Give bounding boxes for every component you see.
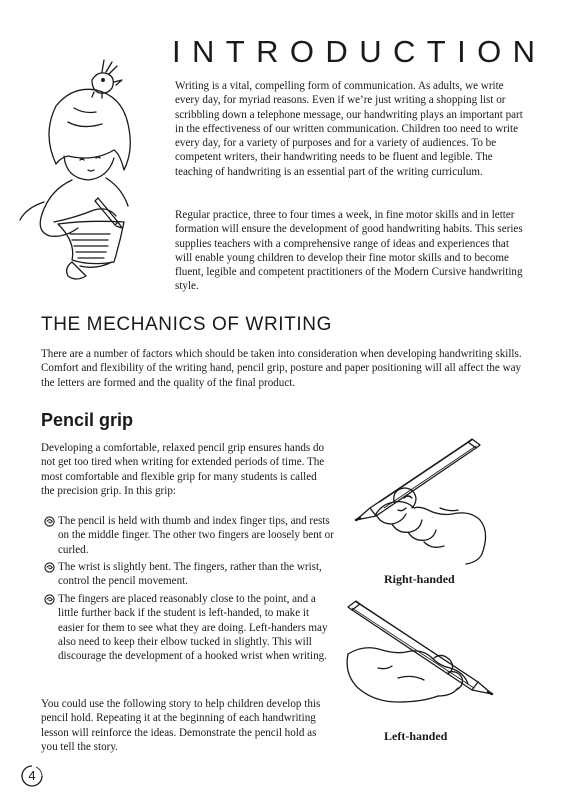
- intro-title: INTRODUCTION: [172, 34, 547, 69]
- page-number: 4: [28, 768, 36, 783]
- girl-writing-illustration: [14, 52, 164, 290]
- right-hand-pencil-illustration: [340, 436, 500, 566]
- page-number-badge: [20, 764, 44, 788]
- right-handed-caption: Right-handed: [384, 572, 455, 586]
- mechanics-section-title: THE MECHANICS OF WRITING: [41, 314, 332, 335]
- list-item-text: The wrist is slightly bent. The fingers, rather than the wrist, control the pencil movement.: [58, 561, 322, 588]
- swirl-bullet-icon: [44, 516, 55, 527]
- swirl-bullet-icon: [44, 562, 55, 573]
- intro-paragraph-1: Writing is a vital, compelling form of communication. As adults, we write every day, for myriad reasons. Even if we’re just writing a shopping list or scribbling down a telephone message, our handwriting plays an important part in the effectiveness of our written communication. Children too need to write every day, for a variety of purposes and for a variety of audiences. To be competent writers, their handwriting needs to be fluent and legible. The teaching of handwriting is an essential part of the writing curriculum.: [175, 80, 523, 178]
- pencil-grip-paragraph: Developing a comfortable, relaxed pencil grip ensures hands do not get too tired when writing for extended periods of time. The most comfortable and flexible grip for many students is called the precision grip. In this grip:: [41, 442, 325, 497]
- pencil-grip-title: Pencil grip: [41, 410, 134, 430]
- story-paragraph: You could use the following story to help children develop this pencil hold. Repeating it at the beginning of each handwriting lesson will reinforce the ideas. Demonstrate the pencil hold as you tell the story.: [41, 698, 321, 753]
- swirl-bullet-icon: [44, 594, 55, 605]
- list-item-text: The fingers are placed reasonably close to the point, and a little further back if the student is left-handed, to make it easier for them to see what they are doing. Left-handers may also need to keep their elbow tucked in slightly. This will discourage the development of a hooked wrist when writing.: [58, 593, 328, 663]
- left-handed-caption: Left-handed: [384, 729, 448, 743]
- list-item-text: The pencil is held with thumb and index finger tips, and rests on the middle finger. The other two fingers are loosely bent or curled.: [58, 515, 334, 556]
- intro-paragraph-2: Regular practice, three to four times a week, in fine motor skills and in letter formation will ensure the development of good handwriting habits. This series supplies teachers with a comprehensive range of ideas and experiences that will enable young children to develop their fine motor skills and to become fluent, legible and competent practitioners of the Modern Cursive handwriting style.: [175, 209, 523, 293]
- left-hand-pencil-illustration: [338, 598, 508, 728]
- mechanics-paragraph: There are a number of factors which should be taken into consideration when developing handwriting skills. Comfort and flexibility of the writing hand, pencil grip, posture and paper positioning will all affect the way the letters are formed and the quality of the final product.: [41, 348, 522, 389]
